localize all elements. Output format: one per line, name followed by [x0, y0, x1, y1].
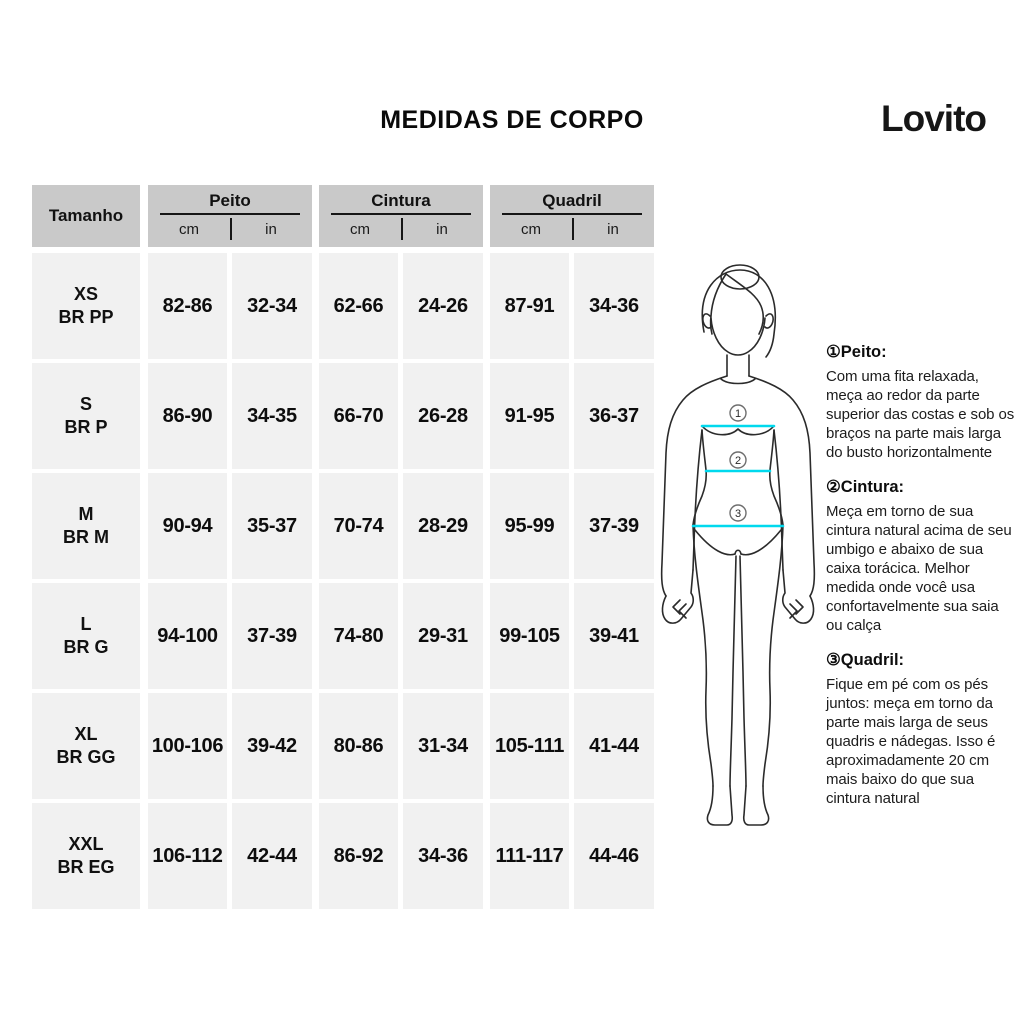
measure-number-1: 1 — [734, 408, 742, 420]
unit-label-in: in — [436, 220, 448, 238]
guide-section-cintura — [826, 477, 1018, 635]
value-cell: 70-74 — [319, 473, 398, 579]
value-cell: 31-34 — [403, 693, 483, 799]
measure-markers — [730, 405, 746, 521]
value-cell: 74-80 — [319, 583, 398, 689]
size-label: XS — [73, 284, 98, 304]
guide-heading — [826, 477, 1018, 497]
value-cell: 105-111 — [490, 693, 569, 799]
guide-heading-label: Peito: — [840, 343, 887, 361]
measure-number-3: 3 — [734, 508, 742, 520]
size-cell — [32, 363, 140, 469]
guide-section-quadril — [826, 650, 1018, 808]
size-label-br: BR EG — [57, 857, 115, 877]
circled-number-2: ② — [826, 478, 841, 496]
page-title: MEDIDAS DE CORPO — [380, 106, 644, 134]
body-outline-illustration — [650, 258, 840, 838]
guide-heading — [826, 650, 1018, 670]
value-cell: 34-36 — [403, 803, 483, 909]
guide-heading — [826, 342, 1018, 362]
size-label-br: BR P — [64, 417, 108, 437]
value-cell: 37-39 — [574, 473, 654, 579]
value-cell: 37-39 — [232, 583, 312, 689]
value-cell: 28-29 — [403, 473, 483, 579]
size-cell — [32, 693, 140, 799]
column-group-header-peito — [148, 185, 312, 247]
size-label: XXL — [68, 834, 104, 854]
group-label: Peito — [209, 191, 251, 210]
value-cell: 34-36 — [574, 253, 654, 359]
value-cell: 41-44 — [574, 693, 654, 799]
lovito-logo: Lovito — [881, 98, 986, 139]
value-cell: 86-90 — [148, 363, 227, 469]
body-figure-diagram — [650, 258, 840, 838]
group-label: Quadril — [542, 191, 602, 210]
size-table — [32, 185, 653, 910]
size-label-br: BR PP — [58, 307, 114, 327]
unit-divider — [401, 218, 403, 240]
measurement-guide — [826, 342, 1018, 808]
size-cell — [32, 253, 140, 359]
value-cell: 42-44 — [232, 803, 312, 909]
size-label: L — [80, 614, 92, 634]
value-cell: 34-35 — [232, 363, 312, 469]
value-cell: 90-94 — [148, 473, 227, 579]
unit-label-cm: cm — [521, 220, 541, 238]
unit-label-cm: cm — [179, 220, 199, 238]
value-cell: 36-37 — [574, 363, 654, 469]
size-label-br: BR G — [63, 637, 109, 657]
guide-heading-label: Quadril: — [840, 651, 905, 669]
column-group-header-quadril — [490, 185, 654, 247]
value-cell: 44-46 — [574, 803, 654, 909]
value-cell: 86-92 — [319, 803, 398, 909]
unit-label-cm: cm — [350, 220, 370, 238]
size-label: M — [78, 504, 94, 524]
value-cell: 111-117 — [490, 803, 569, 909]
size-column-header: Tamanho — [32, 185, 140, 247]
table-row-xxl — [32, 803, 653, 909]
guide-body-text: Fique em pé com os pés juntos: meça em torno da parte mais larga de seus quadris e nádegas. Isso é aproximadamente 20 cm mais baixo do que sua cintura natural — [826, 676, 996, 807]
value-cell: 99-105 — [490, 583, 569, 689]
size-label: S — [79, 394, 92, 414]
value-cell: 39-42 — [232, 693, 312, 799]
table-row-xs — [32, 253, 653, 359]
value-cell: 29-31 — [403, 583, 483, 689]
guide-body-text: Meça em torno de sua cintura natural acima de seu umbigo e abaixo de sua caixa torácica. Melhor medida onde você usa confortavelmente sua saia ou calça — [826, 503, 1012, 634]
unit-label-in: in — [265, 220, 277, 238]
value-cell: 39-41 — [574, 583, 654, 689]
guide-section-peito — [826, 342, 1018, 462]
group-label: Cintura — [371, 191, 431, 210]
value-cell: 94-100 — [148, 583, 227, 689]
unit-divider — [230, 218, 232, 240]
value-cell: 62-66 — [319, 253, 398, 359]
unit-divider — [572, 218, 574, 240]
circled-number-3: ③ — [826, 651, 841, 669]
value-cell: 91-95 — [490, 363, 569, 469]
size-cell — [32, 803, 140, 909]
size-label-br: BR GG — [56, 747, 116, 767]
value-cell: 87-91 — [490, 253, 569, 359]
value-cell: 82-86 — [148, 253, 227, 359]
unit-label-in: in — [607, 220, 619, 238]
size-label: XL — [74, 724, 98, 744]
size-label-br: BR M — [63, 527, 109, 547]
value-cell: 95-99 — [490, 473, 569, 579]
guide-body-text: Com uma fita relaxada, meça ao redor da parte superior das costas e sob os braços na parte mais larga do busto horizontalmente — [826, 368, 1015, 461]
value-cell: 80-86 — [319, 693, 398, 799]
size-cell — [32, 583, 140, 689]
value-cell: 35-37 — [232, 473, 312, 579]
guide-heading-label: Cintura: — [840, 478, 905, 496]
table-row-xl — [32, 693, 653, 799]
size-cell — [32, 473, 140, 579]
measure-number-2: 2 — [734, 455, 742, 467]
value-cell: 106-112 — [148, 803, 227, 909]
value-cell: 32-34 — [232, 253, 312, 359]
circled-number-1: ① — [826, 343, 841, 361]
body-outline — [662, 265, 815, 825]
value-cell: 24-26 — [403, 253, 483, 359]
table-row-s — [32, 363, 653, 469]
value-cell: 100-106 — [148, 693, 227, 799]
value-cell: 66-70 — [319, 363, 398, 469]
column-group-header-cintura — [319, 185, 483, 247]
value-cell: 26-28 — [403, 363, 483, 469]
table-row-l — [32, 583, 653, 689]
table-row-m — [32, 473, 653, 579]
